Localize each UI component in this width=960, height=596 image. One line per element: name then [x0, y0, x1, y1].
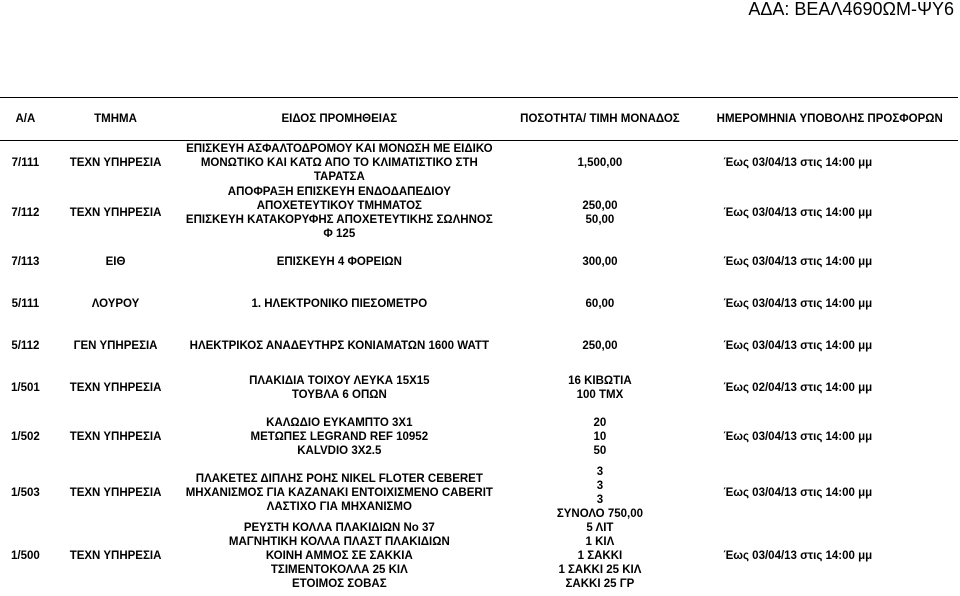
row-item-line: ΑΠΟΦΡΑΞΗ ΕΠΙΣΚΕΥΗ ΕΝΔΟΔΑΠΕΔΙΟΥ: [227, 185, 451, 198]
row-qty-line: 3: [596, 465, 604, 478]
table-body: [0, 141, 958, 591]
row-aa: 7/113: [11, 255, 40, 268]
row-date: Έως 03/04/13 στις 14:00 μμ: [723, 486, 873, 499]
row-aa: 5/112: [11, 339, 40, 352]
row-date: Έως 02/04/13 στις 14:00 μμ: [723, 381, 873, 394]
table-row: [0, 241, 958, 283]
row-qty-line: 1 ΚΙΛ: [585, 535, 615, 548]
row-qty: [498, 465, 701, 521]
table-row: [0, 283, 958, 325]
table-row: [0, 141, 958, 185]
row-qty-line: 50,00: [585, 213, 615, 226]
row-qty: [498, 409, 701, 465]
table-row: [0, 465, 958, 521]
row-qty-line: 250,00: [582, 339, 618, 352]
row-aa: 1/503: [11, 486, 40, 499]
row-item-line: ΚΟΙΝΗ ΑΜΜΟΣ ΣΕ ΣΑΚΚΙΑ: [265, 549, 413, 562]
row-aa: 1/501: [11, 381, 40, 394]
row-qty-line: 100 ΤΜΧ: [576, 388, 624, 401]
row-qty-line: 3: [596, 493, 604, 506]
row-item: [180, 185, 498, 241]
row-aa: 7/111: [11, 156, 40, 169]
row-qty-line: 50: [593, 444, 607, 457]
row-date: Έως 03/04/13 στις 14:00 μμ: [723, 206, 873, 219]
row-qty-line: 3: [596, 479, 604, 492]
row-item-line: ΤΣΙΜΕΝΤΟΚΟΛΛΑ 25 ΚΙΛ: [270, 563, 408, 576]
header-item: ΕΙΔΟΣ ΠΡΟΜΗΘΕΙΑΣ: [180, 98, 498, 141]
row-item-line: ΗΛΕΚΤΡΙΚΟΣ ΑΝΑΔΕΥΤΗΡΣ ΚΟΝΙΑΜΑΤΩΝ 1600 WATT: [189, 339, 489, 352]
row-qty: [498, 141, 701, 185]
row-dept: ΤΕΧΝ ΥΠΗΡΕΣΙΑ: [69, 549, 162, 562]
row-item: [180, 521, 498, 591]
row-item-line: KALVDIO 3X2.5: [297, 444, 382, 457]
header-aa: Α/Α: [0, 98, 51, 141]
row-item-line: ΡΕΥΣΤΗ ΚΟΛΛΑ ΠΛΑΚΙΔΙΩΝ No 37: [243, 521, 435, 534]
row-dept: ΓΕΝ ΥΠΗΡΕΣΙΑ: [73, 339, 158, 352]
table-header-row: [0, 98, 958, 141]
row-dept: ΛΟΥΡΟΥ: [91, 297, 140, 310]
row-qty-line: 16 ΚΙΒΩΤΙΑ: [568, 374, 632, 387]
row-dept: ΤΕΧΝ ΥΠΗΡΕΣΙΑ: [69, 430, 162, 443]
row-item: [180, 283, 498, 325]
row-item: [180, 409, 498, 465]
row-item-line: ΠΛΑΚΙΔΙΑ ΤΟΙΧΟΥ ΛΕΥΚΑ 15Χ15: [249, 374, 430, 387]
table-row: [0, 325, 958, 367]
row-aa: 1/500: [11, 549, 40, 562]
row-dept: ΤΕΧΝ ΥΠΗΡΕΣΙΑ: [69, 206, 162, 219]
row-qty-line: 20: [593, 416, 607, 429]
row-qty-line: ΣΥΝΟΛΟ 750,00: [556, 507, 644, 520]
procurement-table: [0, 97, 958, 591]
header-date: ΗΜΕΡΟΜΗΝΙΑ ΥΠΟΒΟΛΗΣ ΠΡΟΣΦΟΡΩΝ: [701, 98, 958, 141]
row-qty-line: 60,00: [585, 297, 615, 310]
row-item-line: ΕΠΙΣΚΕΥΗ ΚΑΤΑΚΟΡΥΦΗΣ ΑΠΟΧΕΤΕΥΤΙΚΗΣ ΣΩΛΗΝΟΣ: [185, 213, 493, 226]
table-row: [0, 409, 958, 465]
row-qty-line: ΣΑΚΚΙ 25 ΓΡ: [565, 577, 635, 590]
row-dept: ΤΕΧΝ ΥΠΗΡΕΣΙΑ: [69, 381, 162, 394]
row-item-line: ΕΠΙΣΚΕΥΗ 4 ΦΟΡΕΙΩΝ: [276, 255, 402, 268]
row-item-line: ΜΟΝΩΤΙΚΟ ΚΑΙ ΚΑΤΩ ΑΠΟ ΤΟ ΚΛΙΜΑΤΙΣΤΙΚΟ ΣΤΗ: [200, 156, 478, 169]
row-qty-line: 1 ΣΑΚΚΙ 25 ΚΙΛ: [558, 563, 642, 576]
row-date: Έως 03/04/13 στις 14:00 μμ: [723, 156, 873, 169]
row-dept: ΤΕΧΝ ΥΠΗΡΕΣΙΑ: [69, 156, 162, 169]
row-item-line: ΤΟΥΒΛΑ 6 ΟΠΩΝ: [291, 388, 387, 401]
row-qty: [498, 283, 701, 325]
document-code: ΑΔΑ: ΒΕΑΛ4690ΩΜ-ΨΥ6: [748, 0, 954, 19]
row-aa: 5/111: [11, 297, 40, 310]
row-item-line: ΜΗΧΑΝΙΣΜΟΣ ΓΙΑ ΚΑΖΑΝΑΚΙ ΕΝΤΟΙΧΙΣΜΕΝΟ CABERIT: [185, 486, 493, 499]
row-qty: [498, 367, 701, 409]
row-item-line: ΕΠΙΣΚΕΥΗ ΑΣΦΑΛΤΟΔΡΟΜΟΥ ΚΑΙ ΜΟΝΩΣΗ ΜΕ ΕΙΔΙΚΟ: [186, 142, 493, 155]
row-date: Έως 03/04/13 στις 14:00 μμ: [723, 255, 873, 268]
row-item-line: 1. ΗΛΕΚΤΡΟΝΙΚΟ ΠΙΕΣΟΜΕΤΡΟ: [251, 297, 428, 310]
row-item: [180, 241, 498, 283]
row-qty-line: 10: [593, 430, 607, 443]
row-item: [180, 367, 498, 409]
row-item-line: ΕΤΟΙΜΟΣ ΣΟΒΑΣ: [292, 577, 387, 590]
row-qty-line: 300,00: [582, 255, 618, 268]
row-qty-line: 250,00: [582, 199, 618, 212]
row-aa: 1/502: [11, 430, 40, 443]
row-qty: [498, 185, 701, 241]
row-item-line: ΠΛΑΚΕΤΕΣ ΔΙΠΛΗΣ ΡΟΗΣ NIKEL FLOTER CEBERET: [195, 472, 483, 485]
row-item-line: ΜΕΤΩΠΕΣ LEGRAND REF 10952: [250, 430, 429, 443]
table-row: [0, 185, 958, 241]
row-qty: [498, 325, 701, 367]
row-item-line: ΚΑΛΩΔΙΟ ΕΥΚΑΜΠΤΟ 3Χ1: [266, 416, 413, 429]
row-date: Έως 03/04/13 στις 14:00 μμ: [723, 430, 873, 443]
row-dept: ΕΙΘ: [105, 255, 126, 268]
row-date: Έως 03/04/13 στις 14:00 μμ: [723, 297, 873, 310]
row-item: [180, 465, 498, 521]
header-dept: ΤΜΗΜΑ: [51, 98, 180, 141]
row-item-line: ΑΠΟΧΕΤΕΥΤΙΚΟΥ ΤΜΗΜΑΤΟΣ: [256, 199, 422, 212]
row-qty-line: 1 ΣΑΚΚΙ: [577, 549, 623, 562]
row-qty-line: 5 ΛΙΤ: [586, 521, 614, 534]
table-row: [0, 521, 958, 591]
row-item-line: ΜΑΓΝΗΤΙΚΗ ΚΟΛΛΑ ΠΛΑΣΤ ΠΛΑΚΙΔΙΩΝ: [228, 535, 450, 548]
row-item-line: Φ 125: [323, 227, 356, 240]
row-item: [180, 325, 498, 367]
row-qty: [498, 521, 701, 591]
row-item-line: ΤΑΡΑΤΣΑ: [313, 170, 365, 183]
row-item: [180, 141, 498, 185]
row-aa: 7/112: [11, 206, 40, 219]
row-date: Έως 03/04/13 στις 14:00 μμ: [723, 339, 873, 352]
row-item-line: ΛΑΣΤΙΧΟ ΓΙΑ ΜΗΧΑΝΙΣΜΟ: [266, 500, 412, 513]
row-qty-line: 1,500,00: [577, 156, 623, 169]
row-dept: ΤΕΧΝ ΥΠΗΡΕΣΙΑ: [69, 486, 162, 499]
row-qty: [498, 241, 701, 283]
header-qty: ΠΟΣΟΤΗΤΑ/ ΤΙΜΗ ΜΟΝΑΔΟΣ: [498, 98, 701, 141]
table-row: [0, 367, 958, 409]
row-date: Έως 03/04/13 στις 14:00 μμ: [723, 549, 873, 562]
